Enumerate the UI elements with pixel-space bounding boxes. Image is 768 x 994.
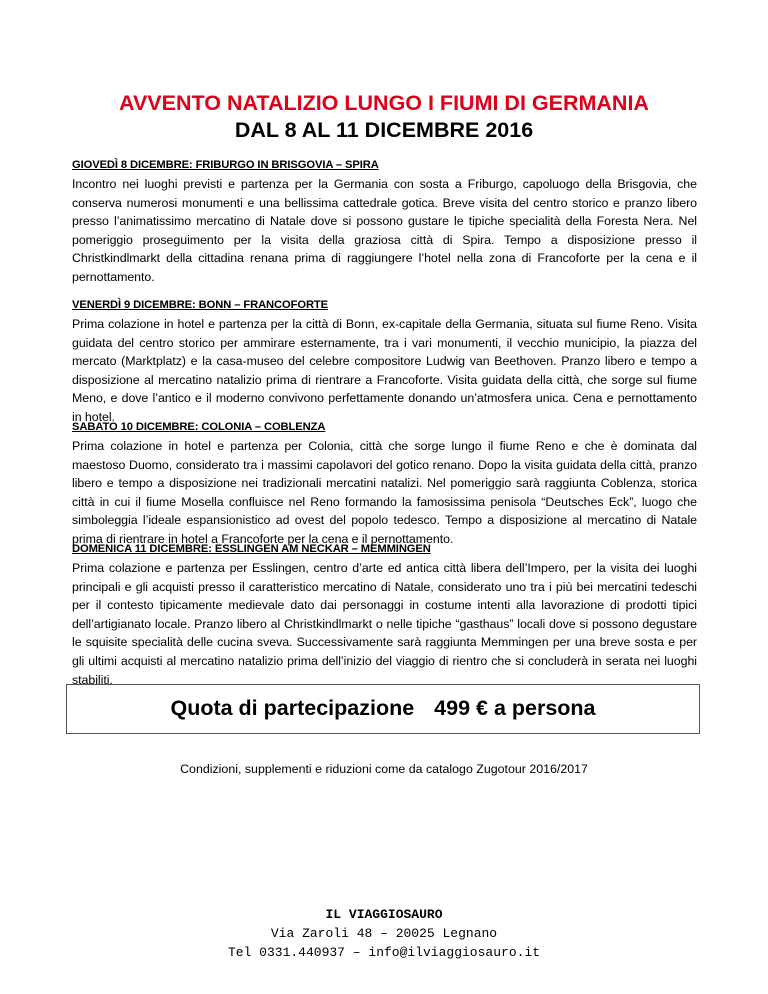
- day-heading: VENERDÌ 9 DICEMBRE: BONN – FRANCOFORTE: [72, 299, 329, 311]
- price-box: [66, 684, 700, 734]
- day-description: Prima colazione in hotel e partenza per la città di Bonn, ex-capitale della Germania, situata sul fiume Reno. Visita guidata del centro storico per ammirare esternamente, tra i vari monumenti, il vecchio municipio, la piazza del mercato (Marktplatz) e la casa-museo del celebre compositore Ludwig van Beethoven. Pranzo libero e tempo a disposizione al mercatino natalizio prima di rientrare a Francoforte. Visita guidata della città, che sorge sul fiume Meno, e dove l’antico e il moderno convivono perfettamente donando un’atmosfera unica. Cena e pernottamento in hotel.: [72, 317, 697, 424]
- itinerary-day-4: [72, 540, 697, 689]
- agency-footer: [0, 905, 768, 962]
- day-description: Prima colazione e partenza per Esslingen, centro d’arte ed antica città libera dell’Impero, per la visita dei luoghi principali e gli acquisti presso il caratteristico mercatino di Natale, considerato uno tra i più bei mercatini tedeschi per il contesto tipicamente medievale dato dai personaggi in costume intenti alla lavorazione di prodotti tipici dell’artigianato locale. Pranzo libero al Christkindlmarkt o nelle tipiche “gasthaus” locali dove si possono degustare le squisite specialità delle cucina sveva. Successivamente sarà raggiunta Memmingen per una breve sosta e per gli ultimi acquisti al mercatino natalizio prima dell’inizio del viaggio di rientro che si concluderà in serata nei luoghi stabiliti.: [72, 561, 697, 687]
- day-heading: DOMENICA 11 DICEMBRE: ESSLINGEN AM NECKAR – MEMMINGEN: [72, 543, 431, 555]
- itinerary-day-1: [72, 156, 697, 287]
- day-heading: SABATO 10 DICEMBRE: COLONIA – COBLENZA: [72, 421, 326, 433]
- day-heading: GIOVEDÌ 8 DICEMBRE: FRIBURGO IN BRISGOVIA – SPIRA: [72, 159, 379, 171]
- page-subtitle-dates: DAL 8 AL 11 DICEMBRE 2016: [234, 118, 534, 142]
- conditions-note: Condizioni, supplementi e riduzioni come da catalogo Zugotour 2016/2017: [180, 762, 588, 776]
- price-label: Quota di partecipazione: [170, 696, 415, 720]
- page-title: AVVENTO NATALIZIO LUNGO I FIUMI DI GERMANIA: [119, 91, 649, 115]
- day-description: Prima colazione in hotel e partenza per Colonia, città che sorge lungo il fiume Reno e che è dominata dal maestoso Duomo, considerato tra i massimi capolavori del gotico renano. Dopo la visita guidata della città, pranzo libero e tempo a disposizione nei tradizionali mercatini natalizi. Nel pomeriggio sarà raggiunta Coblenza, storica città in cui il fiume Mosella confluisce nel Reno formando la famosissima penisola “Deutsches Eck”, luogo che simboleggia l’ideale espansionistico ad ovest del popolo tedesco. Tempo a disposizione al mercatino di Natale prima di rientrare in hotel a Francoforte per la cena e il pernottamento.: [72, 439, 697, 546]
- day-description: Incontro nei luoghi previsti e partenza per la Germania con sosta a Friburgo, capoluogo della Brisgovia, che conserva numerosi monumenti e una bellissima cattedrale gotica. Breve visita del centro storico e pranzo libero presso l’animatissimo mercatino di Natale dove si possono gustare le tipiche specialità della Foresta Nera. Nel pomeriggio proseguimento per la visita della graziosa città di Spira. Tempo a disposizione presso il Christkindlmarkt della cittadina renana prima di raggiungere l’hotel nella zona di Francoforte per la cena e il pernottamento.: [72, 177, 697, 284]
- agency-contacts: Tel 0331.440937 – info@ilviaggiosauro.it: [227, 945, 541, 960]
- itinerary-day-2: [72, 296, 697, 427]
- price-amount: 499 € a persona: [434, 696, 596, 720]
- agency-address: Via Zaroli 48 – 20025 Legnano: [270, 926, 498, 941]
- itinerary-day-3: [72, 418, 697, 549]
- agency-name: IL VIAGGIOSAURO: [325, 907, 443, 922]
